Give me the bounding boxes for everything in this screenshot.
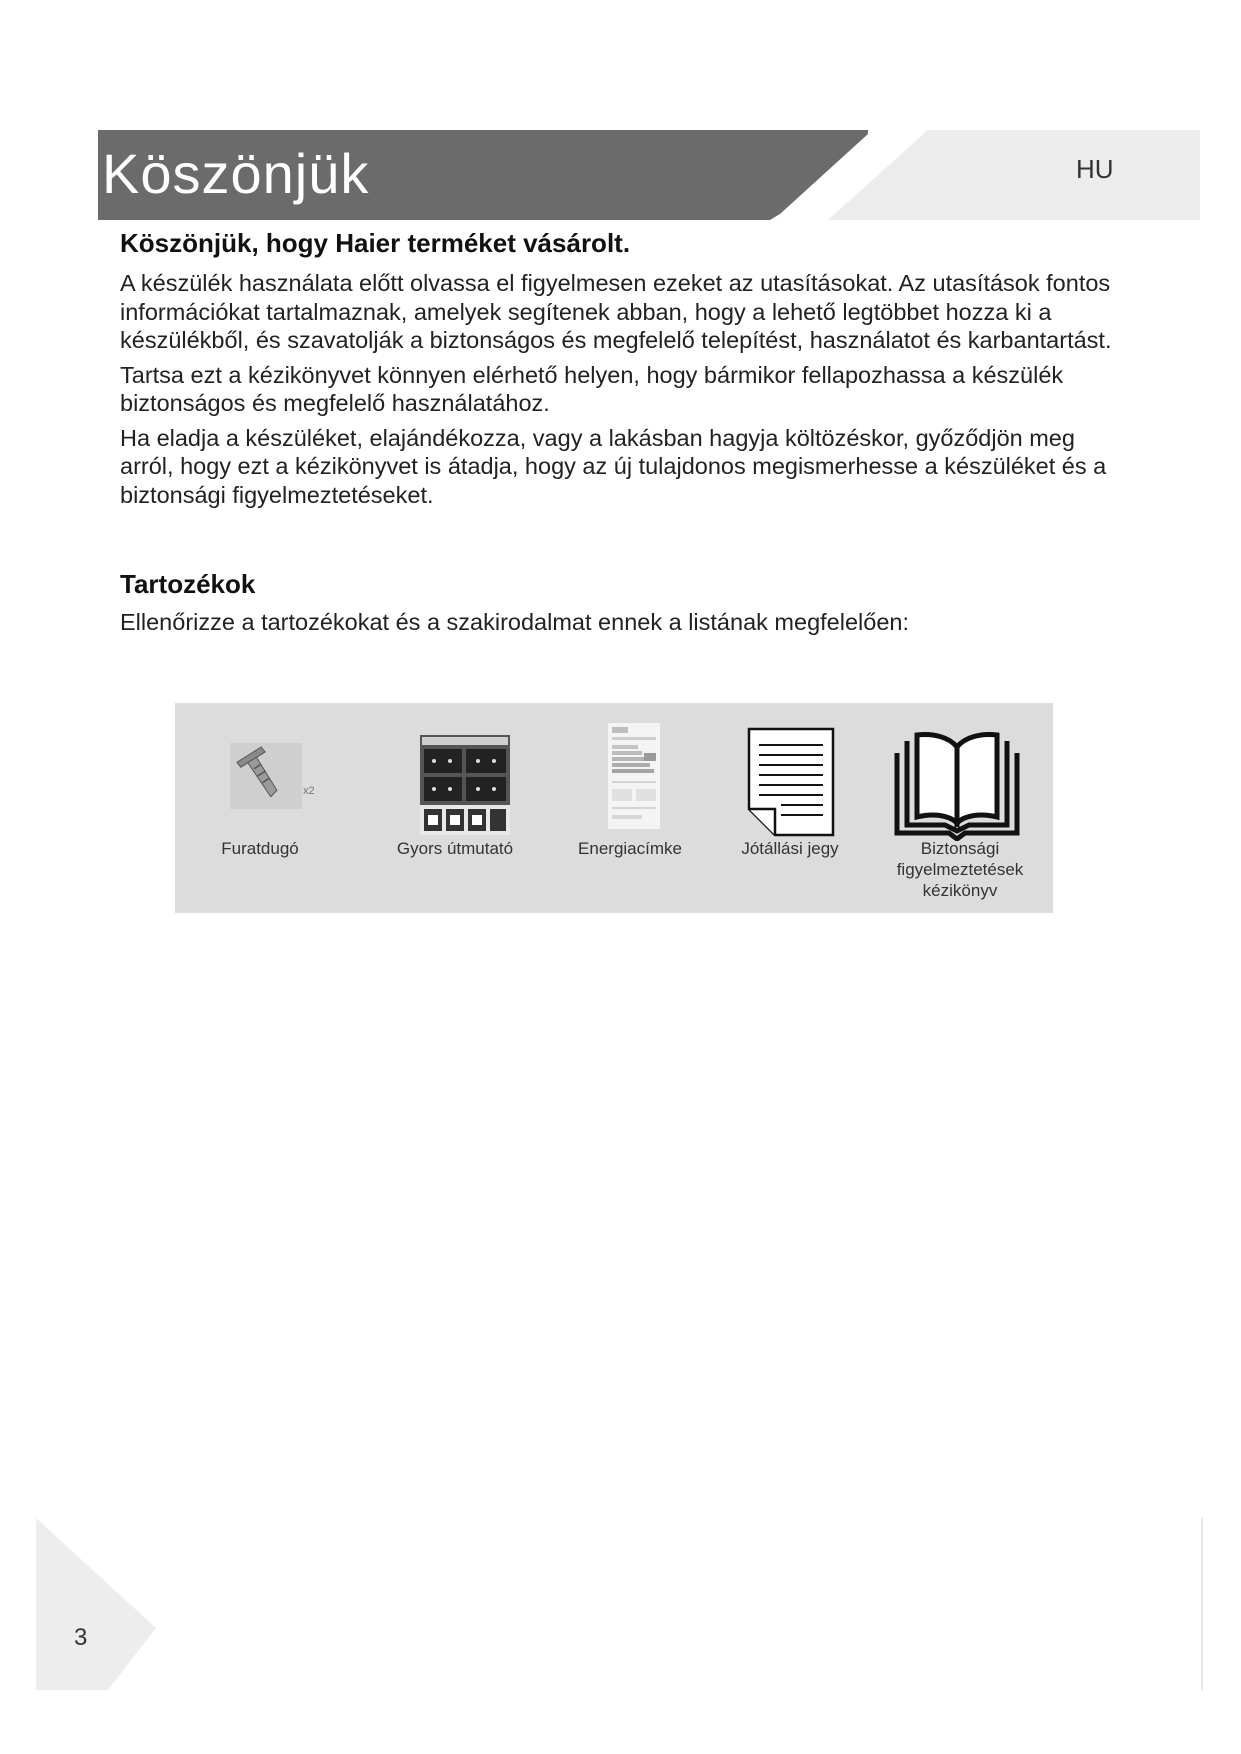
- page-number: 3: [74, 1624, 88, 1651]
- accessory-item: [565, 703, 695, 913]
- accessories-description: Ellenőrizze a tartozékokat és a szakirodalmat ennek a listának megfelelően:: [120, 609, 909, 635]
- accessories-panel: [175, 703, 1053, 913]
- accessory-label: Jótállási jegy: [741, 839, 839, 858]
- warranty-card-icon: [747, 727, 837, 839]
- accessory-label-line: figyelmeztetések: [896, 860, 1024, 879]
- manual-book-icon: [889, 731, 1025, 841]
- page-title: Köszönjük: [102, 142, 370, 205]
- right-edge-line: [1201, 1518, 1203, 1690]
- intro-paragraph: Tartsa ezt a kézikönyvet könnyen elérhető helyen, hogy bármikor fellapozhassa a készülék biztonságos és megfelelő használatához.: [120, 361, 1064, 416]
- accessory-label-line: kézikönyv: [922, 881, 998, 900]
- energy-label-icon: [608, 723, 660, 829]
- quick-guide-icon: [420, 735, 510, 835]
- page-corner-decoration: [36, 1518, 156, 1690]
- intro-heading: Köszönjük, hogy Haier terméket vásárolt.: [120, 228, 631, 258]
- accessory-item: [195, 703, 325, 913]
- accessory-label-line: Biztonsági: [920, 839, 1000, 858]
- accessory-label: Gyors útmutató: [396, 839, 514, 858]
- accessory-label: Furatdugó: [221, 839, 299, 858]
- intro-paragraph: Ha eladja a készüléket, elajándékozza, vagy a lakásban hagyja költözéskor, győződjön meg arról, hogy ezt a kézikönyvet is átadja, hogy az új tulajdonos megismerhesse a készüléket és a biztonsági figyelmeztetéseket.: [120, 424, 1107, 508]
- accessory-item: [875, 703, 1045, 913]
- language-code: HU: [1076, 154, 1114, 184]
- accessory-label: Energiacímke: [578, 839, 682, 858]
- accessory-label: [875, 838, 1045, 901]
- accessory-item: [725, 703, 855, 913]
- intro-paragraph: A készülék használata előtt olvassa el figyelmesen ezeket az utasításokat. Az utasítások fontos információkat tartalmaznak, amelyek segítenek abban, hogy a lehető legtöbbet hozza ki a készülékből, és szavatolják a biztonságos és megfelelő telepítést, használatot és karbantartást.: [120, 270, 1112, 353]
- accessory-item: [385, 703, 525, 913]
- plug-icon: [230, 743, 302, 809]
- main-content: [120, 228, 1130, 643]
- accessories-heading: Tartozékok: [120, 569, 256, 599]
- plug-quantity: x2: [303, 785, 315, 797]
